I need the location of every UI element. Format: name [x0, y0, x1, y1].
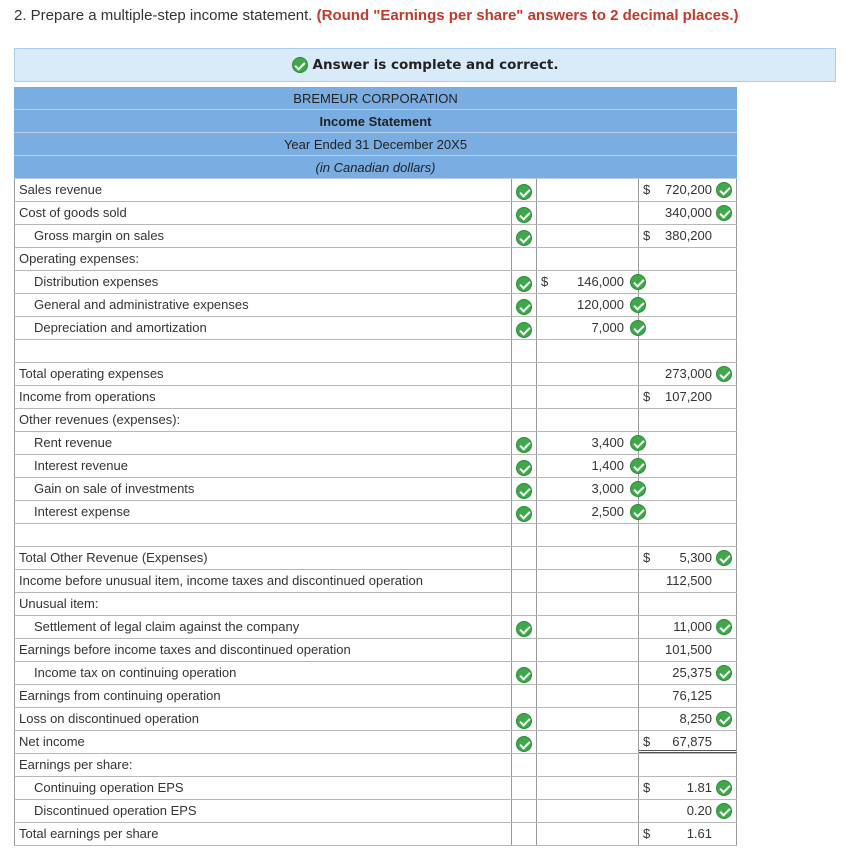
row-label: Gain on sale of investments	[14, 478, 512, 500]
row-label: Continuing operation EPS	[14, 777, 512, 799]
row-check-cell	[512, 800, 536, 822]
check-icon	[716, 803, 732, 819]
amount-input-col1[interactable]	[536, 409, 639, 431]
row-label: General and administrative expenses	[14, 294, 512, 316]
table-row	[14, 685, 737, 708]
amount-input-col1[interactable]	[536, 570, 639, 592]
check-icon	[516, 184, 532, 200]
table-row	[14, 202, 737, 225]
amount-input-col2[interactable]	[639, 340, 737, 362]
amount-input-col2[interactable]	[639, 777, 737, 799]
amount-input-col2[interactable]	[639, 731, 737, 753]
amount-input-col2[interactable]	[639, 455, 737, 477]
amount-value: 720,200	[665, 182, 712, 197]
amount-value: 0.20	[686, 803, 712, 818]
amount-input-col2[interactable]	[639, 202, 737, 224]
amount-input-col2[interactable]	[639, 409, 737, 431]
amount-value: 1.81	[686, 780, 712, 795]
check-icon	[716, 780, 732, 796]
amount-value: 3,400	[591, 435, 624, 450]
table-row	[14, 754, 737, 777]
check-icon	[716, 619, 732, 635]
check-icon	[716, 182, 732, 198]
amount-input-col1[interactable]	[536, 685, 639, 707]
row-check-cell	[512, 363, 536, 385]
check-icon	[516, 506, 532, 522]
row-label: Interest revenue	[14, 455, 512, 477]
row-label: Total operating expenses	[14, 363, 512, 385]
table-row	[14, 708, 737, 731]
table-row	[14, 294, 737, 317]
amount-value: 7,000	[591, 320, 624, 335]
amount-input-col1[interactable]	[536, 363, 639, 385]
row-label	[14, 340, 512, 362]
row-label: Earnings from continuing operation	[14, 685, 512, 707]
table-row	[14, 547, 737, 570]
row-check-cell	[512, 593, 536, 615]
amount-value: 380,200	[665, 228, 712, 243]
currency-symbol: $	[643, 826, 651, 841]
check-icon	[716, 366, 732, 382]
table-row	[14, 340, 737, 363]
row-label: Other revenues (expenses):	[14, 409, 512, 431]
amount-input-col2[interactable]	[639, 639, 737, 661]
amount-value: 273,000	[665, 366, 712, 381]
table-row	[14, 662, 737, 685]
row-check-cell	[512, 777, 536, 799]
amount-value: 25,375	[672, 665, 712, 680]
row-label: Income from operations	[14, 386, 512, 408]
check-icon	[516, 460, 532, 476]
amount-input-col1[interactable]	[536, 547, 639, 569]
answer-status-banner	[14, 48, 836, 82]
row-check-cell	[512, 432, 536, 454]
row-label: Income before unusual item, income taxes and discontinued operation	[14, 570, 512, 592]
amount-input-col2[interactable]	[639, 685, 737, 707]
row-check-cell	[512, 616, 536, 638]
amount-input-col2[interactable]	[639, 823, 737, 845]
amount-input-col1[interactable]	[536, 754, 639, 776]
amount-input-col1[interactable]	[536, 662, 639, 684]
income-statement-table	[14, 179, 737, 846]
check-icon	[716, 711, 732, 727]
row-check-cell	[512, 179, 536, 201]
amount-value: 11,000	[673, 619, 712, 634]
row-check-cell	[512, 271, 536, 293]
row-check-cell	[512, 662, 536, 684]
table-row	[14, 317, 737, 340]
row-label: Operating expenses:	[14, 248, 512, 270]
check-icon	[516, 299, 532, 315]
amount-input-col2[interactable]	[639, 225, 737, 247]
amount-input-col2[interactable]	[639, 294, 737, 316]
row-check-cell	[512, 386, 536, 408]
row-label: Net income	[14, 731, 512, 753]
currency-symbol: $	[643, 182, 651, 197]
statement-title: Income Statement	[14, 110, 737, 133]
amount-input-col1[interactable]	[536, 800, 639, 822]
amount-input-col2[interactable]	[639, 248, 737, 270]
currency-symbol: $	[541, 274, 549, 289]
check-icon	[516, 667, 532, 683]
amount-input-col2[interactable]	[639, 754, 737, 776]
table-row	[14, 248, 737, 271]
amount-input-col1[interactable]	[536, 317, 639, 339]
table-row	[14, 478, 737, 501]
question-text	[14, 7, 739, 24]
table-row	[14, 823, 737, 846]
amount-value: 340,000	[665, 205, 712, 220]
row-check-cell	[512, 340, 536, 362]
amount-input-col1[interactable]	[536, 823, 639, 845]
row-check-cell	[512, 731, 536, 753]
amount-input-col1[interactable]	[536, 524, 639, 546]
check-icon	[516, 207, 532, 223]
row-check-cell	[512, 202, 536, 224]
currency-note: (in Canadian dollars)	[14, 156, 737, 179]
row-check-cell	[512, 455, 536, 477]
amount-value: 67,875	[672, 734, 712, 749]
amount-input-col2[interactable]	[639, 271, 737, 293]
amount-input-col2[interactable]	[639, 662, 737, 684]
amount-value: 8,250	[679, 711, 712, 726]
amount-value: 2,500	[591, 504, 624, 519]
row-check-cell	[512, 823, 536, 845]
row-label: Earnings before income taxes and discontinued operation	[14, 639, 512, 661]
table-row	[14, 225, 737, 248]
amount-input-col1[interactable]	[536, 708, 639, 730]
table-row	[14, 455, 737, 478]
row-label: Unusual item:	[14, 593, 512, 615]
table-row	[14, 179, 737, 202]
check-icon	[516, 483, 532, 499]
row-label: Cost of goods sold	[14, 202, 512, 224]
check-icon	[516, 230, 532, 246]
question-prefix: 2. Prepare a multiple-step income statement.	[14, 7, 313, 24]
amount-input-col2[interactable]	[639, 524, 737, 546]
table-row	[14, 731, 737, 754]
amount-value: 120,000	[577, 297, 624, 312]
answer-status-text: Answer is complete and correct.	[312, 57, 559, 73]
amount-input-col2[interactable]	[639, 616, 737, 638]
amount-input-col2[interactable]	[639, 708, 737, 730]
row-check-cell	[512, 708, 536, 730]
amount-input-col1[interactable]	[536, 432, 639, 454]
amount-input-col2[interactable]	[639, 386, 737, 408]
row-check-cell	[512, 225, 536, 247]
row-check-cell	[512, 524, 536, 546]
amount-input-col2[interactable]	[639, 317, 737, 339]
statement-period: Year Ended 31 December 20X5	[14, 133, 737, 156]
check-icon	[716, 665, 732, 681]
row-check-cell	[512, 754, 536, 776]
row-check-cell	[512, 478, 536, 500]
amount-value: 107,200	[665, 389, 712, 404]
table-row	[14, 593, 737, 616]
table-row	[14, 271, 737, 294]
amount-input-col1[interactable]	[536, 593, 639, 615]
table-row	[14, 616, 737, 639]
amount-input-col2[interactable]	[639, 547, 737, 569]
amount-input-col2[interactable]	[639, 478, 737, 500]
row-check-cell	[512, 570, 536, 592]
amount-value: 146,000	[577, 274, 624, 289]
check-icon	[516, 276, 532, 292]
table-row	[14, 777, 737, 800]
row-check-cell	[512, 248, 536, 270]
amount-input-col2[interactable]	[639, 432, 737, 454]
check-icon	[292, 57, 308, 73]
row-check-cell	[512, 639, 536, 661]
amount-input-col1[interactable]	[536, 455, 639, 477]
check-icon	[516, 713, 532, 729]
table-row	[14, 363, 737, 386]
table-row	[14, 639, 737, 662]
amount-value: 101,500	[665, 642, 712, 657]
amount-input-col1[interactable]	[536, 639, 639, 661]
amount-input-col2[interactable]	[639, 363, 737, 385]
row-check-cell	[512, 547, 536, 569]
row-check-cell	[512, 409, 536, 431]
amount-value: 3,000	[591, 481, 624, 496]
currency-symbol: $	[643, 228, 651, 243]
amount-input-col2[interactable]	[639, 800, 737, 822]
amount-input-col1[interactable]	[536, 731, 639, 753]
amount-input-col2[interactable]	[639, 501, 737, 523]
amount-value: 1,400	[591, 458, 624, 473]
row-label: Loss on discontinued operation	[14, 708, 512, 730]
amount-value: 5,300	[679, 550, 712, 565]
rounding-instruction: (Round "Earnings per share" answers to 2 decimal places.)	[316, 7, 739, 24]
row-check-cell	[512, 685, 536, 707]
amount-input-col1[interactable]	[536, 202, 639, 224]
row-check-cell	[512, 294, 536, 316]
amount-input-col2[interactable]	[639, 593, 737, 615]
row-check-cell	[512, 501, 536, 523]
row-label: Sales revenue	[14, 179, 512, 201]
amount-value: 1.61	[686, 826, 712, 841]
check-icon	[716, 550, 732, 566]
row-label: Rent revenue	[14, 432, 512, 454]
check-icon	[516, 736, 532, 752]
amount-input-col2[interactable]	[639, 179, 737, 201]
amount-input-col1[interactable]	[536, 340, 639, 362]
table-row	[14, 524, 737, 547]
table-row	[14, 409, 737, 432]
amount-input-col1[interactable]	[536, 225, 639, 247]
row-label: Interest expense	[14, 501, 512, 523]
row-label: Depreciation and amortization	[14, 317, 512, 339]
row-label: Total Other Revenue (Expenses)	[14, 547, 512, 569]
currency-symbol: $	[643, 389, 651, 404]
row-label: Discontinued operation EPS	[14, 800, 512, 822]
table-row	[14, 800, 737, 823]
amount-value: 76,125	[672, 688, 712, 703]
check-icon	[716, 205, 732, 221]
row-label: Distribution expenses	[14, 271, 512, 293]
currency-symbol: $	[643, 780, 651, 795]
amount-input-col1[interactable]	[536, 294, 639, 316]
check-icon	[516, 437, 532, 453]
row-label: Gross margin on sales	[14, 225, 512, 247]
amount-input-col1[interactable]	[536, 616, 639, 638]
row-label	[14, 524, 512, 546]
amount-input-col1[interactable]	[536, 386, 639, 408]
company-name: BREMEUR CORPORATION	[14, 87, 737, 110]
amount-input-col1[interactable]	[536, 478, 639, 500]
table-row	[14, 432, 737, 455]
row-check-cell	[512, 317, 536, 339]
row-label: Income tax on continuing operation	[14, 662, 512, 684]
amount-value: 112,500	[665, 573, 712, 588]
row-label: Earnings per share:	[14, 754, 512, 776]
currency-symbol: $	[643, 734, 651, 749]
table-row	[14, 386, 737, 409]
amount-input-col1[interactable]	[536, 501, 639, 523]
amount-input-col1[interactable]	[536, 179, 639, 201]
table-row	[14, 570, 737, 593]
amount-input-col2[interactable]	[639, 570, 737, 592]
amount-input-col1[interactable]	[536, 248, 639, 270]
row-label: Total earnings per share	[14, 823, 512, 845]
amount-input-col1[interactable]	[536, 777, 639, 799]
check-icon	[516, 621, 532, 637]
check-icon	[516, 322, 532, 338]
currency-symbol: $	[643, 550, 651, 565]
row-label: Settlement of legal claim against the company	[14, 616, 512, 638]
table-row	[14, 501, 737, 524]
amount-input-col1[interactable]	[536, 271, 639, 293]
